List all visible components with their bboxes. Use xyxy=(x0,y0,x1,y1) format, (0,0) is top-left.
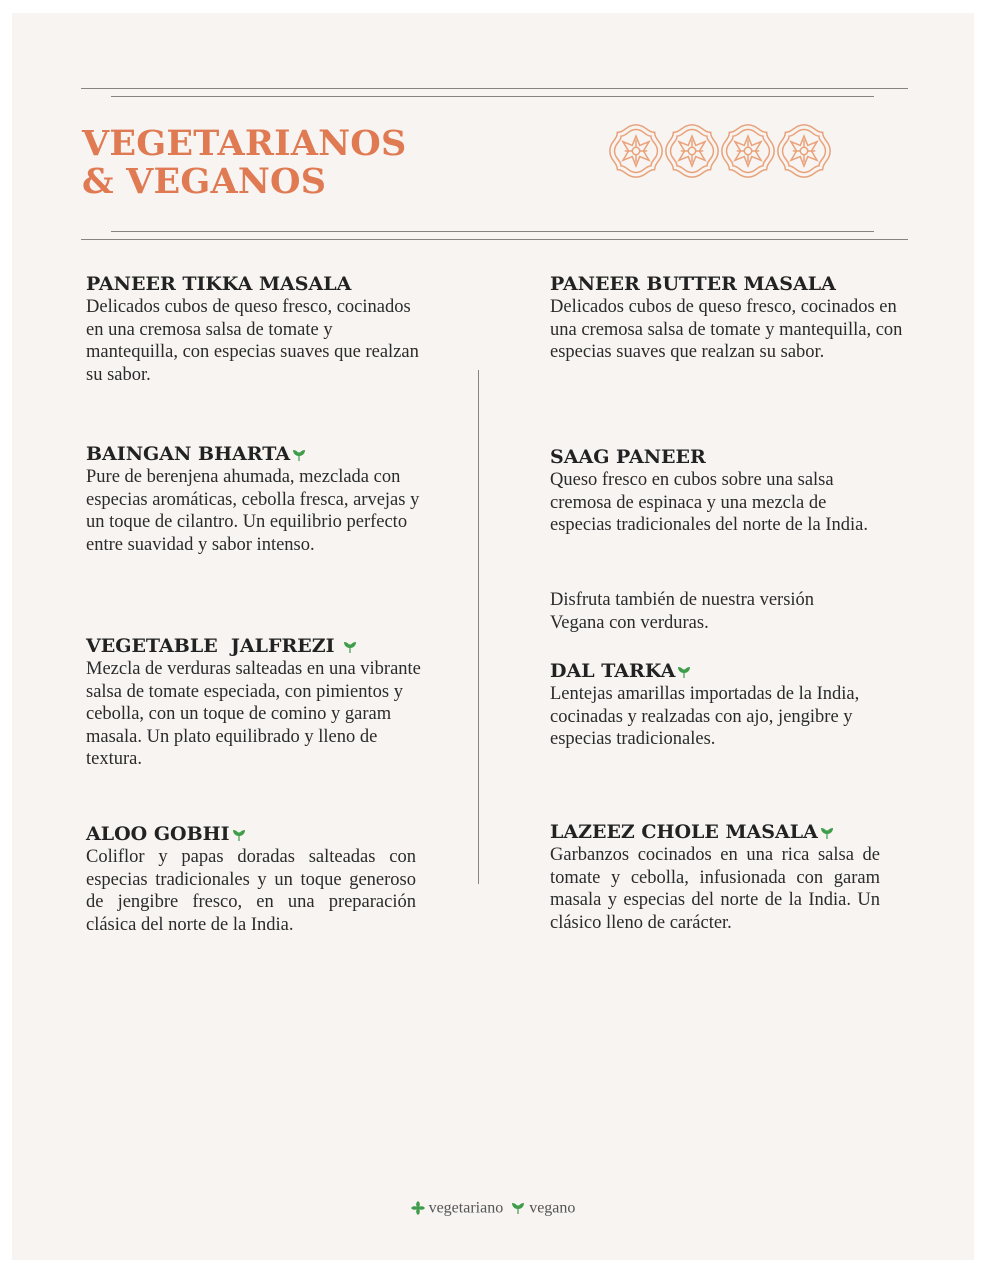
dish-name xyxy=(550,659,910,683)
vegan-leaf-icon xyxy=(343,640,357,654)
header-rule-outer xyxy=(81,239,908,240)
dish-item xyxy=(86,442,426,556)
dish-description: Lentejas amarillas importadas de la India, cocinadas y realzadas con ajo, jengibre y especias tradicionales. xyxy=(550,684,860,750)
dish-item xyxy=(550,820,880,934)
dish-name-text: PANEER TIKKA MASALA xyxy=(86,273,352,295)
dish-item xyxy=(550,659,910,751)
dish-name xyxy=(86,634,426,658)
dish-name-text: SAAG PANEER xyxy=(550,446,706,468)
dish-name xyxy=(86,822,416,846)
menu-page xyxy=(12,13,974,1260)
vegan-leaf-icon xyxy=(292,448,306,462)
legend-vegan-label: vegano xyxy=(529,1199,576,1217)
vegan-leaf-icon xyxy=(820,826,834,840)
dish-item xyxy=(86,272,426,386)
dish-item xyxy=(86,822,416,936)
page-title-line1: VEGETARIANOS xyxy=(82,123,407,164)
dish-name xyxy=(550,820,880,844)
vegetarian-star-icon xyxy=(411,1201,425,1215)
dietary-legend xyxy=(12,1199,974,1217)
dish-name xyxy=(86,272,426,296)
vegan-leaf-icon xyxy=(232,828,246,842)
dish-name xyxy=(550,445,880,469)
dish-name-text: DAL TARKA xyxy=(550,660,676,682)
dish-description: Delicados cubos de queso fresco, cocinados en una cremosa salsa de tomate y mantequilla, con especias suaves que realzan su sabor. xyxy=(550,297,903,363)
mandala-tile-icon xyxy=(664,121,720,181)
vegan-leaf-icon xyxy=(677,665,691,679)
dish-description: Mezcla de verduras salteadas en una vibrante salsa de tomate especiada, con pimientos y cebolla, con un toque de comino y garam masala. Un plato equilibrado y lleno de textura. xyxy=(86,659,421,770)
ornament-row xyxy=(608,121,832,181)
dish-item xyxy=(550,445,880,537)
page-title-line2: & VEGANOS xyxy=(82,161,327,202)
dish-name xyxy=(86,442,426,466)
dish-item xyxy=(86,634,426,771)
dish-item xyxy=(550,272,910,364)
dish-description: Queso fresco en cubos sobre una salsa cremosa de espinaca y una mezcla de especias tradicionales del norte de la India. xyxy=(550,470,868,536)
dish-name-text: ALOO GOBHI xyxy=(86,823,230,845)
mandala-tile-icon xyxy=(776,121,832,181)
vegan-version-note: Disfruta también de nuestra versión Vegana con verduras. xyxy=(550,590,815,633)
dish-name xyxy=(550,272,910,296)
header-rule-inner xyxy=(111,231,874,232)
column-divider xyxy=(478,370,479,884)
dish-description: Garbanzos cocinados en una rica salsa de tomate y cebolla, infusionada con garam masala y especias del norte de la India. Un clásico lleno de carácter. xyxy=(550,845,880,933)
dish-name-text: VEGETABLE JALFREZI xyxy=(86,635,335,657)
dish-description: Delicados cubos de queso fresco, cocinados en una cremosa salsa de tomate y mantequilla, con especias suaves que realzan su sabor. xyxy=(86,297,419,385)
mandala-tile-icon xyxy=(608,121,664,181)
dish-description: Coliflor y papas doradas salteadas con especias tradicionales y un toque generoso de jengibre fresco, en una preparación clásica del norte de la India. xyxy=(86,847,416,935)
dish-description: Pure de berenjena ahumada, mezclada con especias aromáticas, cebolla fresca, arvejas y un toque de cilantro. Un equilibrio perfecto entre suavidad y sabor intenso. xyxy=(86,467,420,555)
dish-name-text: PANEER BUTTER MASALA xyxy=(550,273,836,295)
mandala-tile-icon xyxy=(720,121,776,181)
legend-vegetarian-label: vegetariano xyxy=(428,1199,504,1217)
vegan-leaf-icon xyxy=(511,1201,525,1215)
top-rule-inner xyxy=(111,96,874,97)
page-title xyxy=(82,125,406,201)
dish-name-text: BAINGAN BHARTA xyxy=(86,443,291,465)
top-rule-outer xyxy=(81,88,908,89)
dish-name-text: LAZEEZ CHOLE MASALA xyxy=(550,821,818,843)
